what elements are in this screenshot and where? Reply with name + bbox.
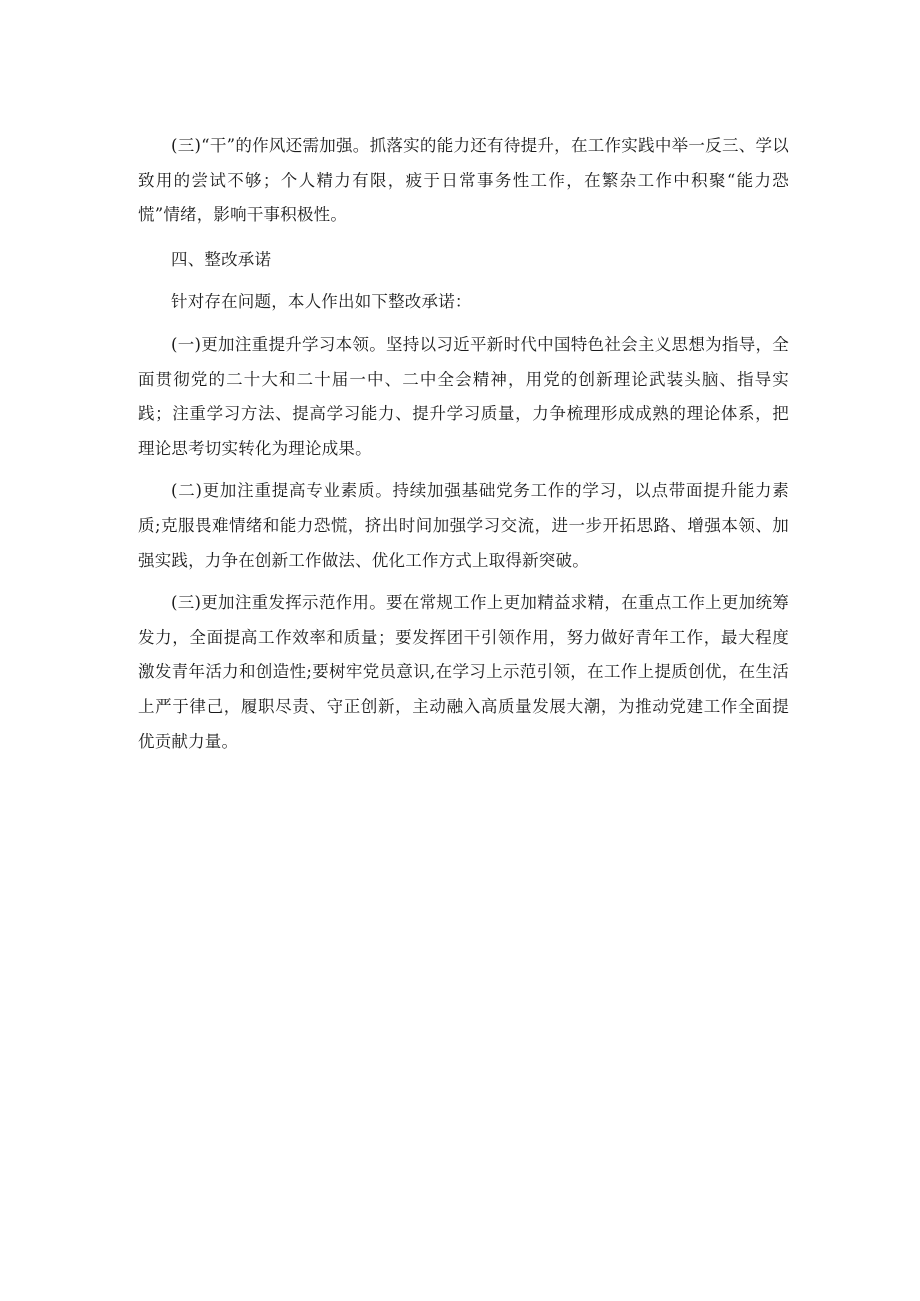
paragraph-rectification-intro: 针对存在问题，本人作出如下整改承诺： (171, 292, 472, 312)
paragraph-two-professional-quality: (二)更加注重提高专业素质。持续加强基础党务工作的学习，以点带面提升能力素质;克服畏难情绪和能力恐慌，挤出时间加强学习交流，进一步开拓思路、增强本领、加强实践，力争在创新工作做法、优化工作方式上取得新突破。 (138, 481, 789, 570)
section-four-heading: 四、整改承诺 (171, 249, 272, 269)
paragraph-three-exemplary-role: (三)更加注重发挥示范作用。要在常规工作上更加精益求精，在重点工作上更加统筹发力，全面提高工作效率和质量；要发挥团干引领作用，努力做好青年工作，最大程度激发青年活力和创造性;要树牢党员意识,在学习上示范引领，在工作上提质创优，在生活上严于律己，履职尽责、守正创新，主动融入高质量发展大潮，为推动党建工作全面提优贡献力量。 (138, 593, 789, 751)
paragraph-one-study-skills: (一)更加注重提升学习本领。坚持以习近平新时代中国特色社会主义思想为指导，全面贯彻党的二十大和二十届一中、二中全会精神，用党的创新理论武装头脑、指导实践；注重学习方法、提高学习能力、提升学习质量，力争梳理形成成熟的理论体系，把理论思考切实转化为理论成果。 (138, 334, 789, 458)
paragraph-three-work-style: (三)“干”的作风还需加强。抓落实的能力还有待提升，在工作实践中举一反三、学以致用的尝试不够；个人精力有限，疲于日常事务性工作，在繁杂工作中积聚“能力恐慌”情绪，影响干事积极性。 (138, 136, 789, 225)
